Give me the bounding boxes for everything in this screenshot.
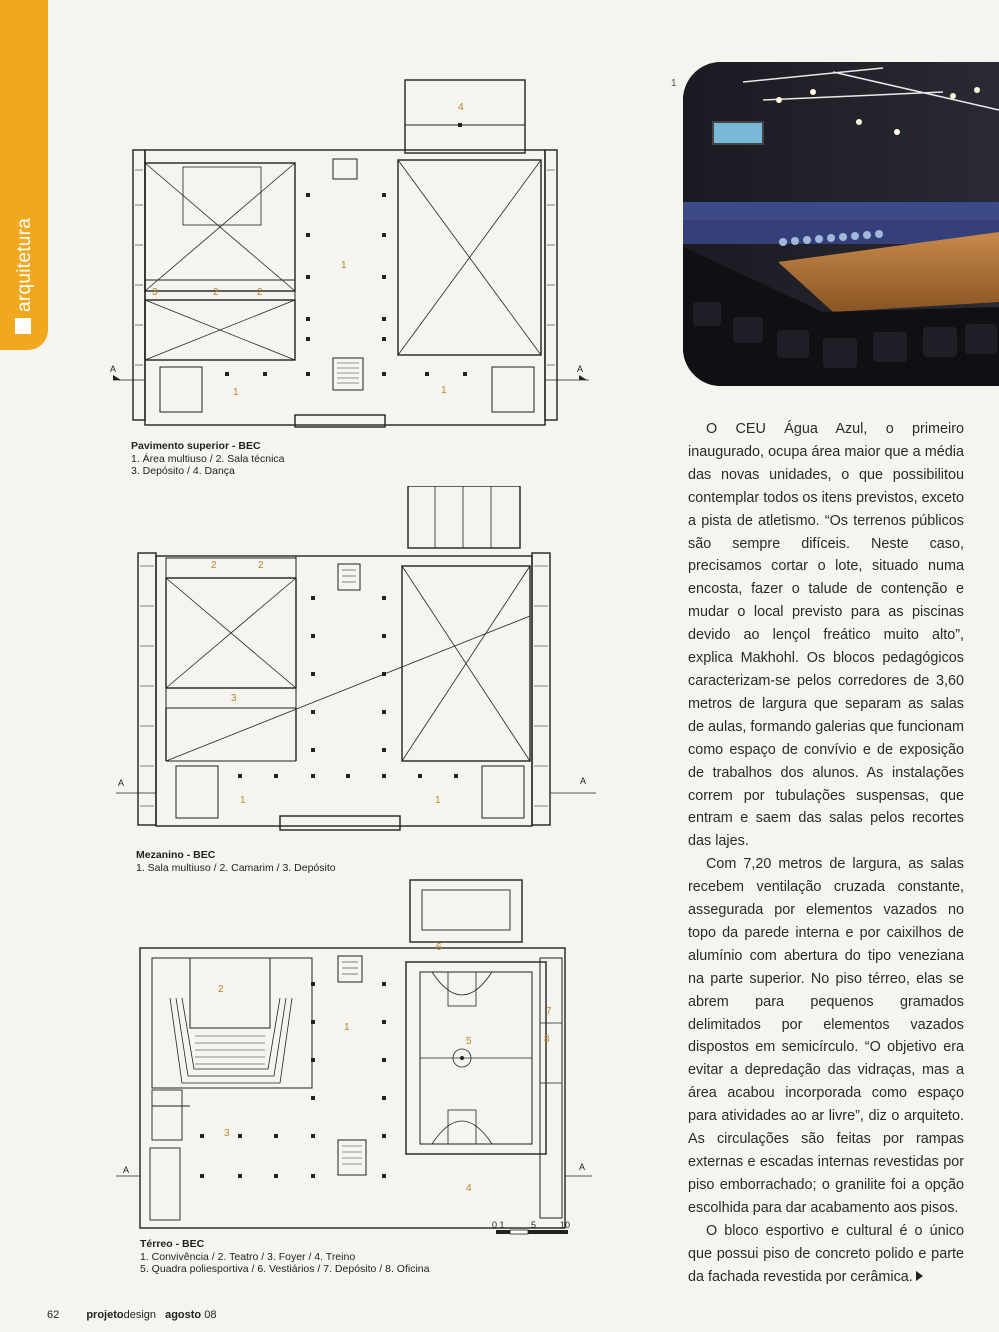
plan-caption — [131, 440, 285, 478]
scale-label: 0 1 — [492, 1220, 505, 1230]
room-number: 2 — [257, 287, 263, 298]
room-number: 1 — [233, 387, 239, 398]
room-number: 5 — [466, 1036, 472, 1047]
brand-light: design — [123, 1309, 157, 1321]
room-number: 4 — [458, 102, 464, 113]
room-number: 3 — [231, 693, 237, 704]
issue-year: 08 — [204, 1309, 217, 1321]
room-number: 2 — [218, 984, 224, 995]
floor-plan-terreo — [110, 878, 610, 1238]
section-marker: A — [579, 1162, 586, 1172]
brand-bold: projeto — [86, 1309, 124, 1321]
room-number: 3 — [224, 1128, 230, 1139]
room-number: 2 — [258, 560, 264, 571]
room-number: 1 — [441, 385, 447, 396]
floor-plan-mezanino — [110, 486, 610, 836]
scale-label: 10 — [560, 1220, 571, 1230]
article-paragraph: O bloco esportivo e cultural é o único que possui piso de concreto polido e parte da fachada revestida por cerâmica. — [688, 1222, 964, 1285]
section-marker: A — [118, 778, 125, 788]
room-number: 4 — [466, 1183, 472, 1194]
theater-photo — [683, 62, 999, 386]
article-paragraph: Com 7,20 metros de largura, as salas recebem ventilação cruzada constante, assegurada por elementos vazados no topo da parede interna e por caixilhos de alumínio com abertura do tipo veneziana na parte superior. No piso térreo, elas se abrem para pequenos gramados delimitados por elementos vazados dispostos em semicírculo. “O objetivo era evitar a depredação das vidraças, mas a área acabou incorporada como espaço para atividades ao ar livre”, diz o arquiteto. As circulações são feitas por rampas externas e escadas internas revestidas por piso emborrachado; o granilite foi a opção escolhida para dar acabamento aos pisos. — [688, 856, 964, 1216]
magazine-name — [86, 1309, 156, 1321]
room-number: 8 — [544, 1034, 550, 1045]
plan-caption — [136, 849, 336, 874]
plan-legend-line: 1. Convivência / 2. Teatro / 3. Foyer / 4. Treino — [140, 1250, 356, 1263]
page-footer — [47, 1309, 216, 1321]
section-marker: A — [110, 364, 117, 374]
room-number: 1 — [344, 1022, 350, 1033]
room-number: 1 — [341, 260, 347, 271]
issue-month: agosto — [165, 1309, 202, 1321]
article-paragraph: O CEU Água Azul, o primeiro inaugurado, ocupa área maior que a média das novas unidades, o que possibilitou contemplar todos os itens previstos, exceto a pista de atletismo. “Os terrenos públicos são sempre difíceis. Neste caso, precisamos cortar o lote, situado numa encosta, fazer o talude de contenção e mudar o local previsto para as piscinas devido ao lençol freático muito alto”, explica Makhohl. Os blocos pedagógicos caracterizam-se pelos corredores de 3,60 metros de largura que separam as salas de aulas, formando galerias que funcionam como espaço de convívio e de exposição de trabalhos dos alunos. As instalações correm por tubulações suspensas, que entram e saem das salas pelos recortes das lajes. — [688, 421, 964, 850]
plan-legend-line: 3. Depósito / 4. Dança — [131, 465, 235, 477]
section-marker: A — [123, 1165, 130, 1175]
floor-plan-pavimento — [105, 75, 605, 435]
plan-legend-line: 1. Sala multiuso / 2. Camarim / 3. Depósito — [136, 861, 336, 874]
page-number: 62 — [47, 1309, 60, 1321]
article-paragraph-last — [688, 1220, 964, 1289]
room-number: 7 — [546, 1006, 552, 1017]
article-body — [688, 418, 964, 1288]
plan-legend-line: 1. Área multiuso / 2. Sala técnica — [131, 452, 285, 465]
room-number: 1 — [435, 795, 441, 806]
plan-caption — [140, 1238, 429, 1276]
room-number: 3 — [152, 287, 158, 298]
section-square-icon — [15, 318, 31, 334]
scale-label: 5 — [531, 1220, 537, 1230]
plan-title: Mezanino - BEC — [136, 849, 216, 861]
room-number: 1 — [240, 795, 246, 806]
plan-title: Térreo - BEC — [140, 1238, 205, 1250]
section-marker: A — [577, 364, 584, 374]
room-number: 2 — [211, 560, 217, 571]
room-number: 6 — [436, 942, 442, 953]
photo-number: 1 — [671, 78, 677, 89]
continue-arrow-icon — [916, 1271, 923, 1281]
plan-legend-line: 5. Quadra poliesportiva / 6. Vestiários / 7. Depósito / 8. Oficina — [140, 1263, 430, 1275]
plan-title: Pavimento superior - BEC — [131, 440, 261, 452]
section-tab-label: arquitetura — [14, 217, 35, 312]
section-marker: A — [580, 776, 587, 786]
room-number: 2 — [213, 287, 219, 298]
section-tab — [0, 0, 48, 350]
